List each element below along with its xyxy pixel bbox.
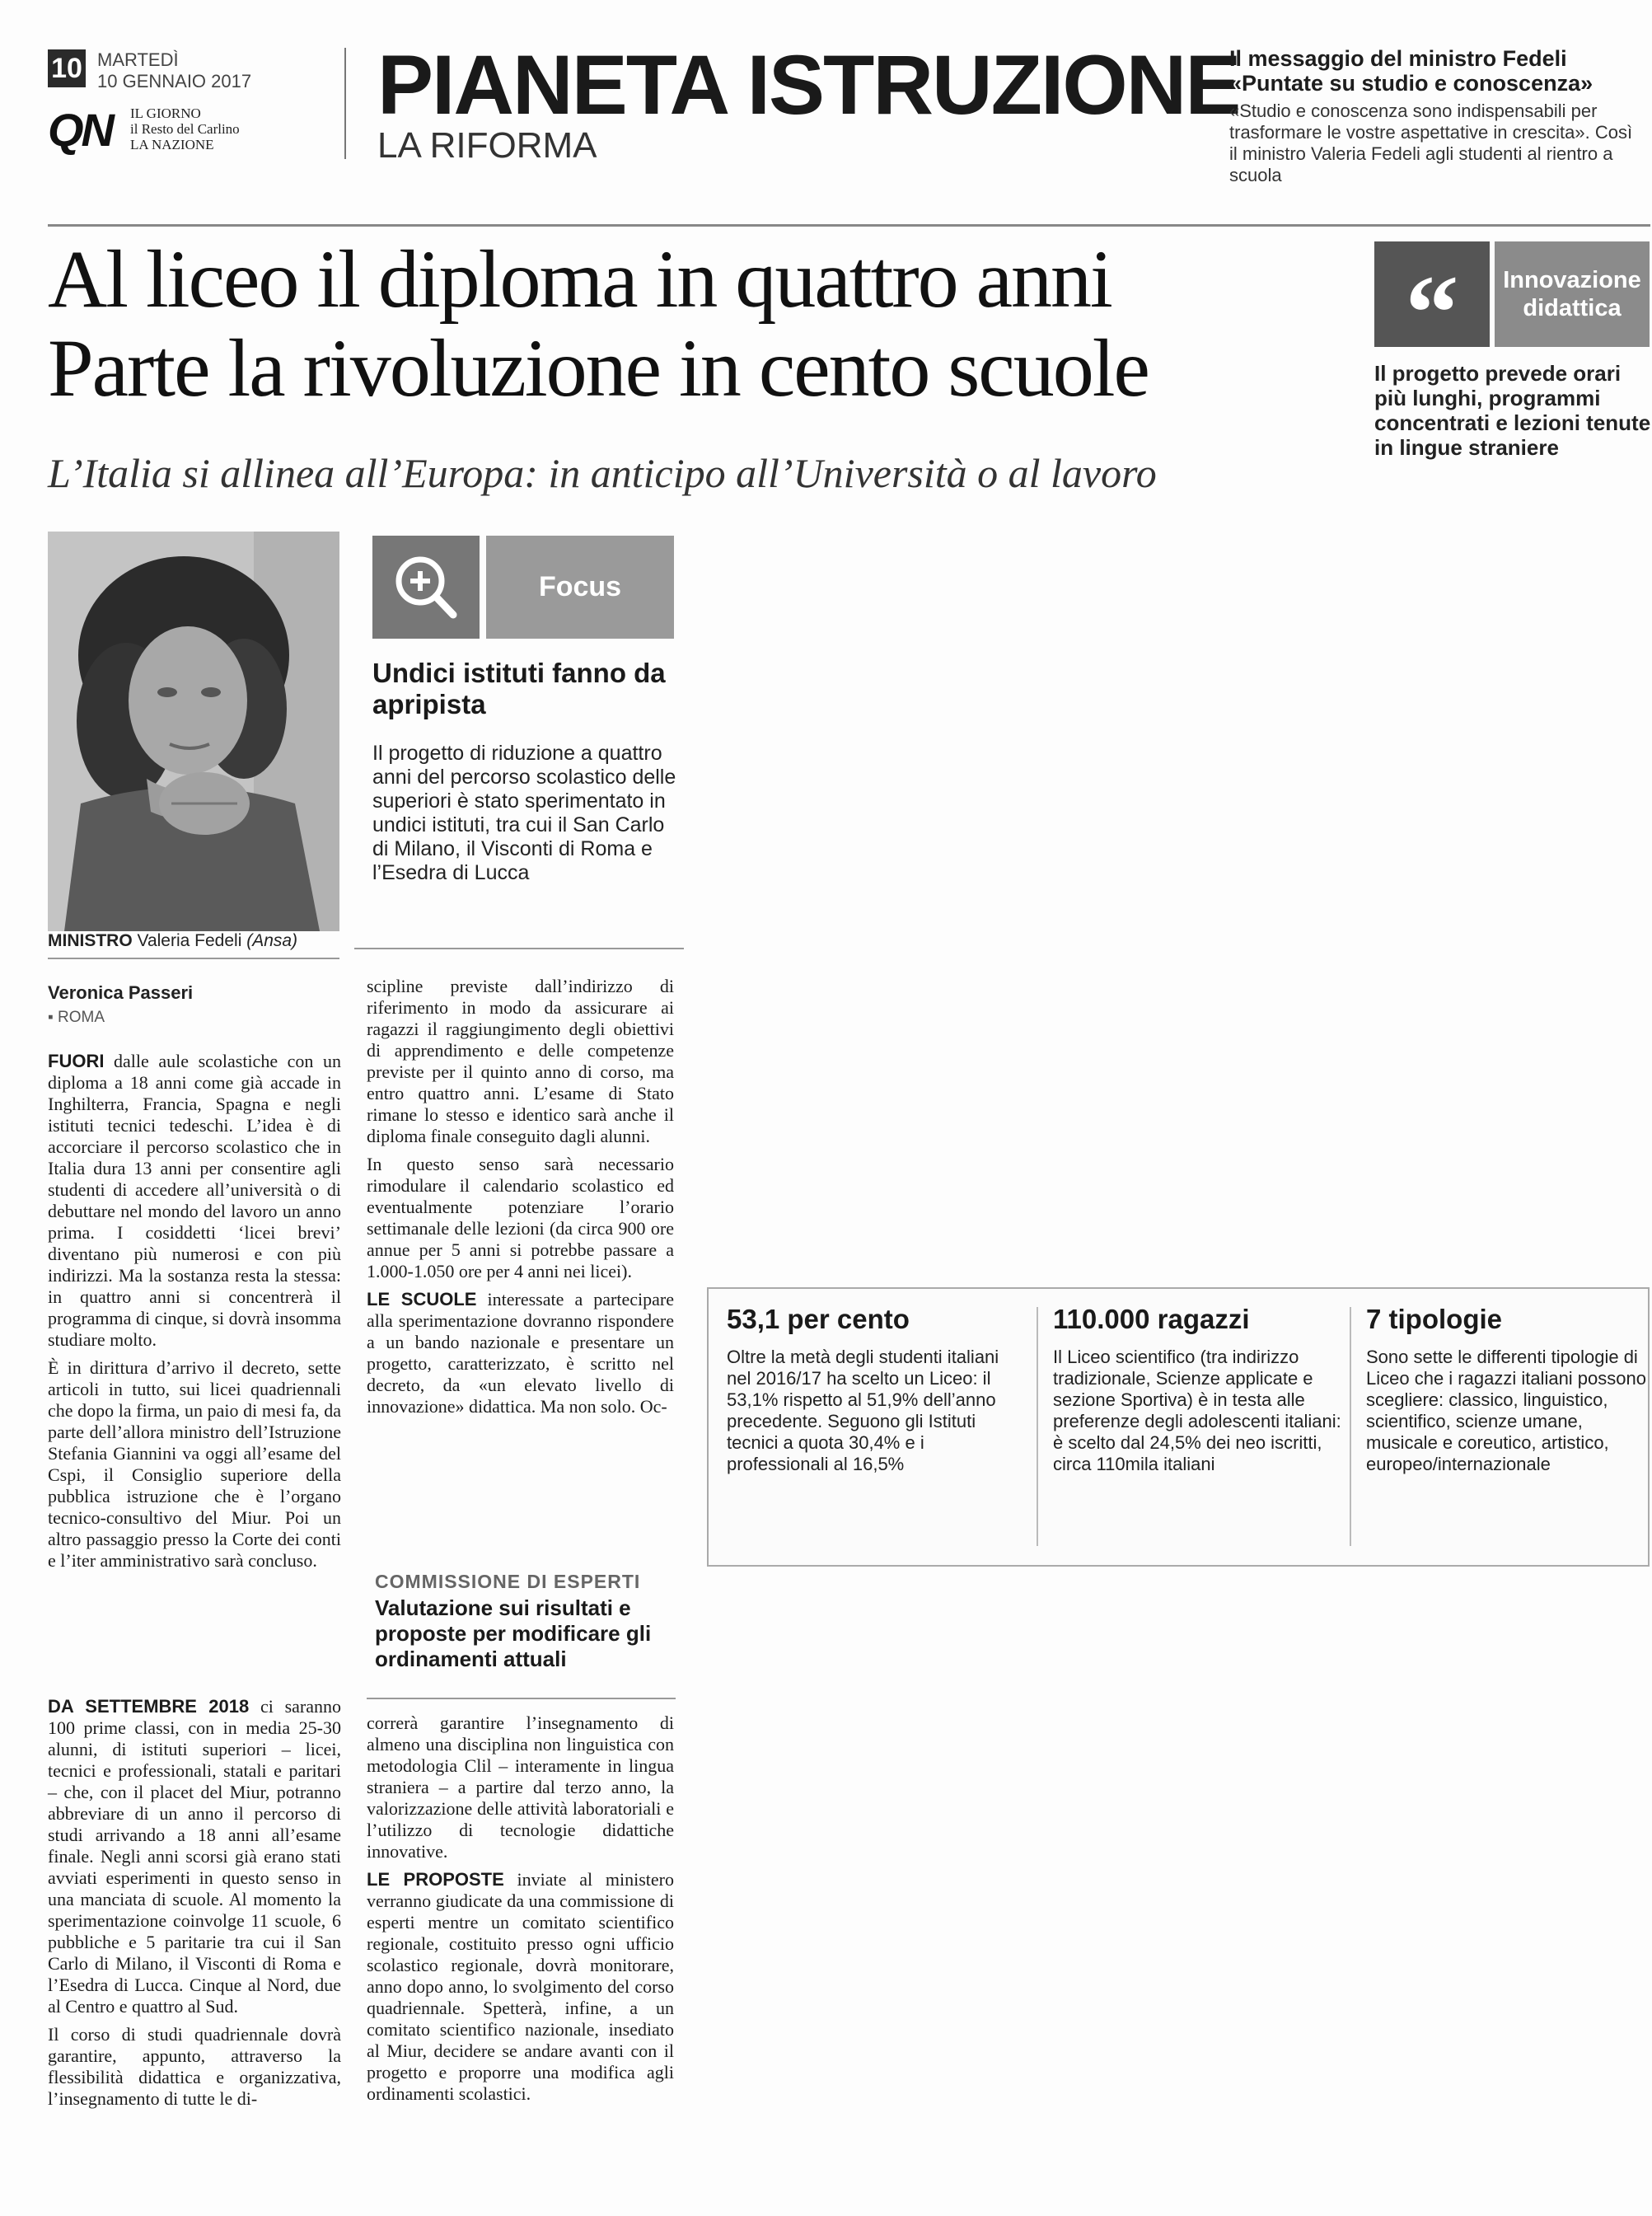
focus-label: Focus <box>486 536 674 639</box>
article-paragraph <box>367 1289 674 1417</box>
focus-text: Il progetto di riduzione a quattro anni del percorso scolastico delle superiori è stato sperimentato in undici istituti, tra cui il San Carlo di Milano, il Visconti di Roma e l’Esedra di Lucca <box>372 742 676 884</box>
caption-credit: (Ansa) <box>246 931 298 950</box>
article-paragraph: correrà garantire l’insegnamento di almeno una disciplina non linguistica con metodologia Clil – interamente in lingua straniera – a partire dal terzo anno, la valorizzazione delle attività laboratoriali e l’utilizzo di tecnologie didattiche innovative. <box>367 1712 674 1862</box>
paragraph-text: ci saranno 100 prime classi, con in media 25-30 alunni, di istituti superiori – licei, tecnici e professionali, statali e paritari – che, con il placet del Miur, potranno abbreviare di un anno il percorso di studi arrivando a 18 anni all’esame finale. Negli anni scorsi già erano stati avviati esperimenti in questo senso in una manciata di scuole. Al momento la sperimentazione coinvolge 11 scuole, 6 pubbliche e 5 paritarie tra cui il San Carlo di Milano, il Visconti di Roma e l’Esedra di Lucca. Cinque al Nord, due al Centro e quattro al Sud. <box>48 1696 341 2017</box>
article-column <box>48 1051 341 1578</box>
focus-title: Undici istituti fanno da apripista <box>372 658 666 719</box>
article-paragraph: È in dirittura d’arrivo il decreto, sette articoli in tutto, sui licei quadriennali che dopo la firma, un paio di mesi fa, da parte dell’allora ministro dell’Istruzione Stefania Giannini va oggi all’esame del Cspi, il Consiglio superiore della pubblica istruzione che è l’organo tecnico-consultivo del Miur. Poi un altro passaggio presso la Corte dei conti e l’iter amministrativo sarà concluso. <box>48 1357 341 1571</box>
date: 10 GENNAIO 2017 <box>97 71 252 91</box>
caption-name: Valeria Fedeli <box>137 931 242 950</box>
stat-item <box>1366 1304 1652 1475</box>
location-bullet-icon: ▪ <box>48 1009 58 1026</box>
qn-logo: QN <box>48 104 112 156</box>
stat-number: 7 tipologie <box>1366 1304 1502 1334</box>
byline-author: Veronica Passeri <box>48 982 194 1003</box>
stat-item <box>1053 1304 1341 1475</box>
caption-label: MINISTRO <box>48 931 133 950</box>
sidebar-headline-line: «Puntate su studio e conoscenza» <box>1229 71 1594 96</box>
stat-number: 110.000 ragazzi <box>1053 1304 1250 1334</box>
sidebar-headline-line: Il messaggio del ministro Fedeli <box>1229 46 1567 71</box>
article-column <box>367 1712 674 2111</box>
stat-divider <box>1350 1307 1351 1546</box>
paper-list <box>130 105 240 152</box>
paragraph-lead: LE SCUOLE <box>367 1289 477 1309</box>
paper-name: il Resto del Carlino <box>130 121 240 137</box>
paragraph-text: dalle aule scolastiche con un diploma a 18 anni come già accade in Inghilterra, Francia, Spagna e negli istituti tecnici tedeschi. L’idea è di accorciare il percorso scolastico che in Italia dura 13 anni per consentire agli studenti di accedere all’università o di debuttare nel mondo del lavoro un anno prima. I cosiddetti ‘licei brevi’ diventano più numerosi e con più indirizzi. Ma la sostanza resta la stessa: in quattro anni si concentrerà il programma di cinque, si dovrà insomma studiare molto. <box>48 1051 341 1350</box>
commission-title: Valutazione sui risultati e proposte per modificare gli ordinamenti attuali <box>375 1595 652 1671</box>
stat-text: Il Liceo scientifico (tra indirizzo tradizionale, Scienze applicate e sezione Sportiva) è in testa alle preferenze degli adolescenti italiani: è scelto dal 24,5% dei neo iscritti, circa 110mila italiani <box>1053 1347 1341 1474</box>
paragraph-lead: FUORI <box>48 1051 105 1071</box>
headline-line: Al liceo il diploma in quattro anni <box>48 233 1111 325</box>
headline-deck: L’Italia si allinea all’Europa: in anticipo all’Università o al lavoro <box>48 450 1157 496</box>
main-headline <box>48 235 1149 413</box>
stat-item <box>727 1304 1015 1475</box>
article-paragraph: Il corso di studi quadriennale dovrà garantire, appunto, attraverso la flessibilità didattica e organizzativa, l’insegnamento di tutte le di- <box>48 2024 341 2109</box>
stat-divider <box>1037 1307 1038 1546</box>
section-title: PIANETA ISTRUZIONE <box>377 38 1240 132</box>
paragraph-text: interessate a partecipare alla sperimentazione dovranno rispondere a un bando nazionale e presentare un progetto, caratterizzato, è scritto nel decreto, da «un elevato livello di innovazione» didattica. Ma non solo. Oc- <box>367 1289 674 1417</box>
header-rule <box>48 224 1650 227</box>
article-paragraph <box>48 1696 341 2017</box>
article-paragraph: In questo senso sarà necessario rimodulare il calendario scolastico ed eventualmente potenziare l’orario settimanale delle lezioni (da circa 900 ore annue per 5 anni si potrebbe passare a 1.000-1.050 ore per 4 anni nei licei). <box>367 1154 674 1281</box>
paragraph-text: inviate al ministero verranno giudicate da una commissione di esperti mentre un comitato scientifico regionale, costituito presso ogni ufficio scolastico regionale, dovrà monitorare, anno dopo anno, lo svolgimento del corso quadriennale. Spetterà, infine, a un comitato scientifico nazionale, insediato al Miur, decidere se andare avanti con il progetto e proporre una modifica agli ordinamenti scolastici. <box>367 1869 674 2104</box>
weekday: MARTEDÌ <box>97 49 179 70</box>
portrait-image <box>48 532 339 931</box>
paragraph-lead: LE PROPOSTE <box>367 1869 504 1890</box>
byline-location <box>48 1009 105 1027</box>
caption-rule <box>48 958 339 959</box>
paragraph-lead: DA SETTEMBRE 2018 <box>48 1696 250 1717</box>
article-paragraph <box>367 1869 674 2105</box>
commission-rule <box>367 1698 676 1699</box>
zoom-in-icon <box>372 536 480 639</box>
page-number: 10 <box>48 49 86 87</box>
headline-line: Parte la rivoluzione in cento scuole <box>48 322 1149 414</box>
section-subtitle: LA RIFORMA <box>377 125 597 166</box>
stats-box <box>707 1287 1650 1567</box>
stat-text: Oltre la metà degli studenti italiani nel 2016/17 ha scelto un Liceo: il 53,1% rispetto al 51,9% dell’anno precedente. Seguono gli Istituti tecnici a quota 30,4% e i professionali al 16,5% <box>727 1347 999 1474</box>
quote-mark-icon: “ <box>1374 241 1490 347</box>
focus-rule <box>354 948 684 949</box>
location-text: ROMA <box>58 1009 105 1026</box>
stat-text: Sono sette le differenti tipologie di Liceo che i ragazzi italiani possono scegliere: classico, linguistico, scientifico, scienze umane, musicale e coreutico, artistico, europeo/internazionale <box>1366 1347 1646 1474</box>
paper-name: IL GIORNO <box>130 105 201 121</box>
article-paragraph: scipline previste dall’indirizzo di riferimento in modo da assicurare ai ragazzi il raggiungimento degli obiettivi di apprendimento e delle competenze previste per il quinto anno di corso, ma entro quattro anni. L’esame di Stato rimane lo stesso e identico sarà anche il diploma finale conseguito dagli alunni. <box>367 976 674 1146</box>
quote-text: Il progetto prevede orari più lunghi, programmi concentrati e lezioni tenute in lingue straniere <box>1374 361 1651 460</box>
innovation-label: Innovazione didattica <box>1495 241 1650 347</box>
article-column <box>367 976 674 1424</box>
stat-number: 53,1 per cento <box>727 1304 910 1334</box>
commission-label: COMMISSIONE DI ESPERTI <box>375 1571 641 1592</box>
sidebar-text: «Studio e conoscenza sono indispensabili per trasformare le vostre aspettative in crescita». Così il ministro Valeria Fedeli agli studenti al rientro a scuola <box>1229 101 1633 185</box>
paper-name: LA NAZIONE <box>130 137 214 152</box>
sidebar-headline <box>1229 46 1650 96</box>
minister-photo <box>48 532 339 931</box>
photo-caption <box>48 931 297 951</box>
header-divider <box>344 48 346 159</box>
article-paragraph <box>48 1051 341 1351</box>
issue-date <box>97 49 251 92</box>
article-column <box>48 1696 341 2116</box>
